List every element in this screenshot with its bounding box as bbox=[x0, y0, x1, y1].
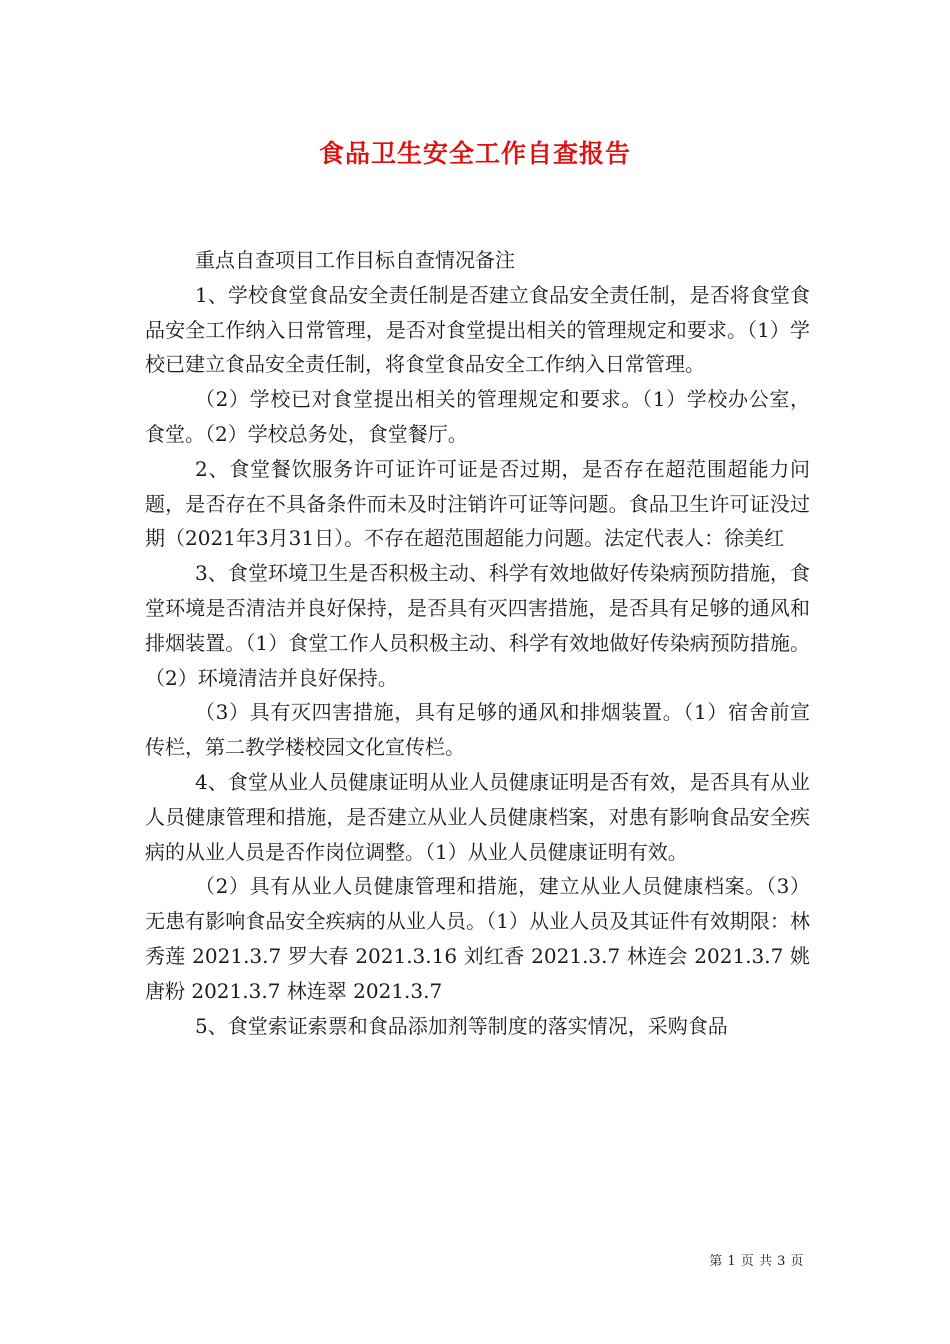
document-body bbox=[145, 243, 810, 1043]
paragraph-item-4-continued: （2）具有从业人员健康管理和措施，建立从业人员健康档案。（3）无患有影响食品安全疾病的从业人员。（1）从业人员及其证件有效期限：林秀莲 2021.3.7 罗大春 2021.3.16 刘红香 2021.3.7 林连会 2021.3.7 姚唐粉 2021.3.7 林连翠 2021.3.7 bbox=[145, 874, 810, 1003]
page-title: 食品卫生安全工作自查报告 bbox=[318, 139, 631, 168]
paragraph-item-2: 2、食堂餐饮服务许可证许可证是否过期，是否存在超范围超能力问题，是否存在不具备条件而未及时注销许可证等问题。食品卫生许可证没过期（2021年3月31日）。不存在超范围超能力问题。法定代表人：徐美红 bbox=[145, 456, 810, 551]
paragraph-item-4: 4、食堂从业人员健康证明从业人员健康证明是否有效，是否具有从业人员健康管理和措施，是否建立从业人员健康档案，对患有影响食品安全疾病的从业人员是否作岗位调整。（1）从业人员健康证明有效。 bbox=[145, 769, 810, 864]
paragraph-item-3: 3、食堂环境卫生是否积极主动、科学有效地做好传染病预防措施，食堂环境是否清洁并良好保持，是否具有灭四害措施，是否具有足够的通风和排烟装置。（1）食堂工作人员积极主动、科学有效地做好传染病预防措施。（2）环境清洁并良好保持。 bbox=[145, 561, 810, 690]
paragraph-item-1: 1、学校食堂食品安全责任制是否建立食品安全责任制，是否将食堂食品安全工作纳入日常管理，是否对食堂提出相关的管理规定和要求。（1）学校已建立食品安全责任制，将食堂食品安全工作纳入日常管理。 bbox=[145, 282, 810, 377]
page-number-footer: 第 1 页 共 3 页 bbox=[709, 1254, 804, 1269]
paragraph-item-5: 5、食堂索证索票和食品添加剂等制度的落实情况，采购食品 bbox=[195, 1013, 728, 1038]
paragraph-heading: 重点自查项目工作目标自查情况备注 bbox=[195, 248, 515, 272]
paragraph-item-1-continued: （2）学校已对食堂提出相关的管理规定和要求。（1）学校办公室，食堂。（2）学校总务处，食堂餐厅。 bbox=[145, 387, 810, 446]
paragraph-item-3-continued: （3）具有灭四害措施，具有足够的通风和排烟装置。（1）宿舍前宣传栏，第二教学楼校园文化宣传栏。 bbox=[145, 700, 810, 760]
